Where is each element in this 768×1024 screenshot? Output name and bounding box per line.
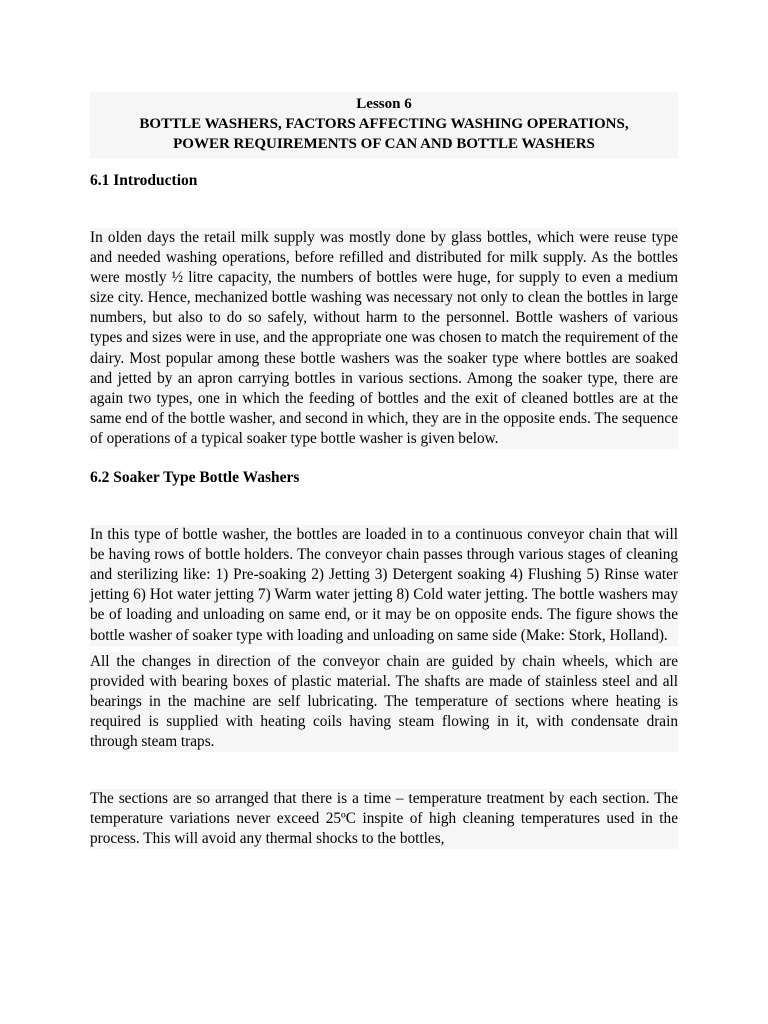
section-heading-soaker-type: 6.2 Soaker Type Bottle Washers (90, 469, 300, 487)
paragraph-chain-wheels: All the changes in direction of the conveyor chain are guided by chain wheels, which are provided with bearing boxes of plastic material. The shafts are made of stainless steel and all bearings in the machine are self lubricating. The temperature of sections where heating is required is supplied with heating coils having steam flowing in it, with condensate drain through steam traps. (90, 652, 678, 752)
section-heading-introduction: 6.1 Introduction (90, 172, 198, 189)
paragraph-introduction: In olden days the retail milk supply was mostly done by glass bottles, which were reuse type and needed washing operations, before refilled and distributed for milk supply. As the bottles were mostly ½ litre capacity, the numbers of bottles were huge, for supply to even a medium size city. Hence, mechanized bottle washing was necessary not only to clean the bottles in large numbers, but also to do so safely, without harm to the personnel. Bottle washers of various types and sizes were in use, and the appropriate one was chosen to match the requirement of the dairy. Most popular among these bottle washers was the soaker type where bottles are soaked and jetted by an apron carrying bottles in various sections. Among the soaker type, there are again two types, one in which the feeding of bottles and the exit of cleaned bottles are at the same end of the bottle washer, and second in which, they are in the opposite ends. The sequence of operations of a typical soaker type bottle washer is given below. (90, 228, 678, 449)
paragraph-time-temperature: The sections are so arranged that there is a time – temperature treatment by each section. The temperature variations never exceed 25ºC inspite of high cleaning temperatures used in the process. This will avoid any thermal shocks to the bottles, (90, 789, 678, 849)
paragraph-soaker-conveyor: In this type of bottle washer, the bottles are loaded in to a continuous conveyor chain that will be having rows of bottle holders. The conveyor chain passes through various stages of cleaning and sterilizing like: 1) Pre-soaking 2) Jetting 3) Detergent soaking 4) Flushing 5) Rinse water jetting 6) Hot water jetting 7) Warm water jetting 8) Cold water jetting. The bottle washers may be of loading and unloading on same end, or it may be on opposite ends. The figure shows the bottle washer of soaker type with loading and unloading on same side (Make: Stork, Holland). (90, 525, 678, 646)
title-block (90, 92, 678, 158)
title-line-1: BOTTLE WASHERS, FACTORS AFFECTING WASHING OPERATIONS, (139, 116, 629, 132)
title-line-2: POWER REQUIREMENTS OF CAN AND BOTTLE WASHERS (173, 136, 595, 152)
lesson-number: Lesson 6 (356, 96, 412, 112)
document-page (90, 92, 678, 849)
